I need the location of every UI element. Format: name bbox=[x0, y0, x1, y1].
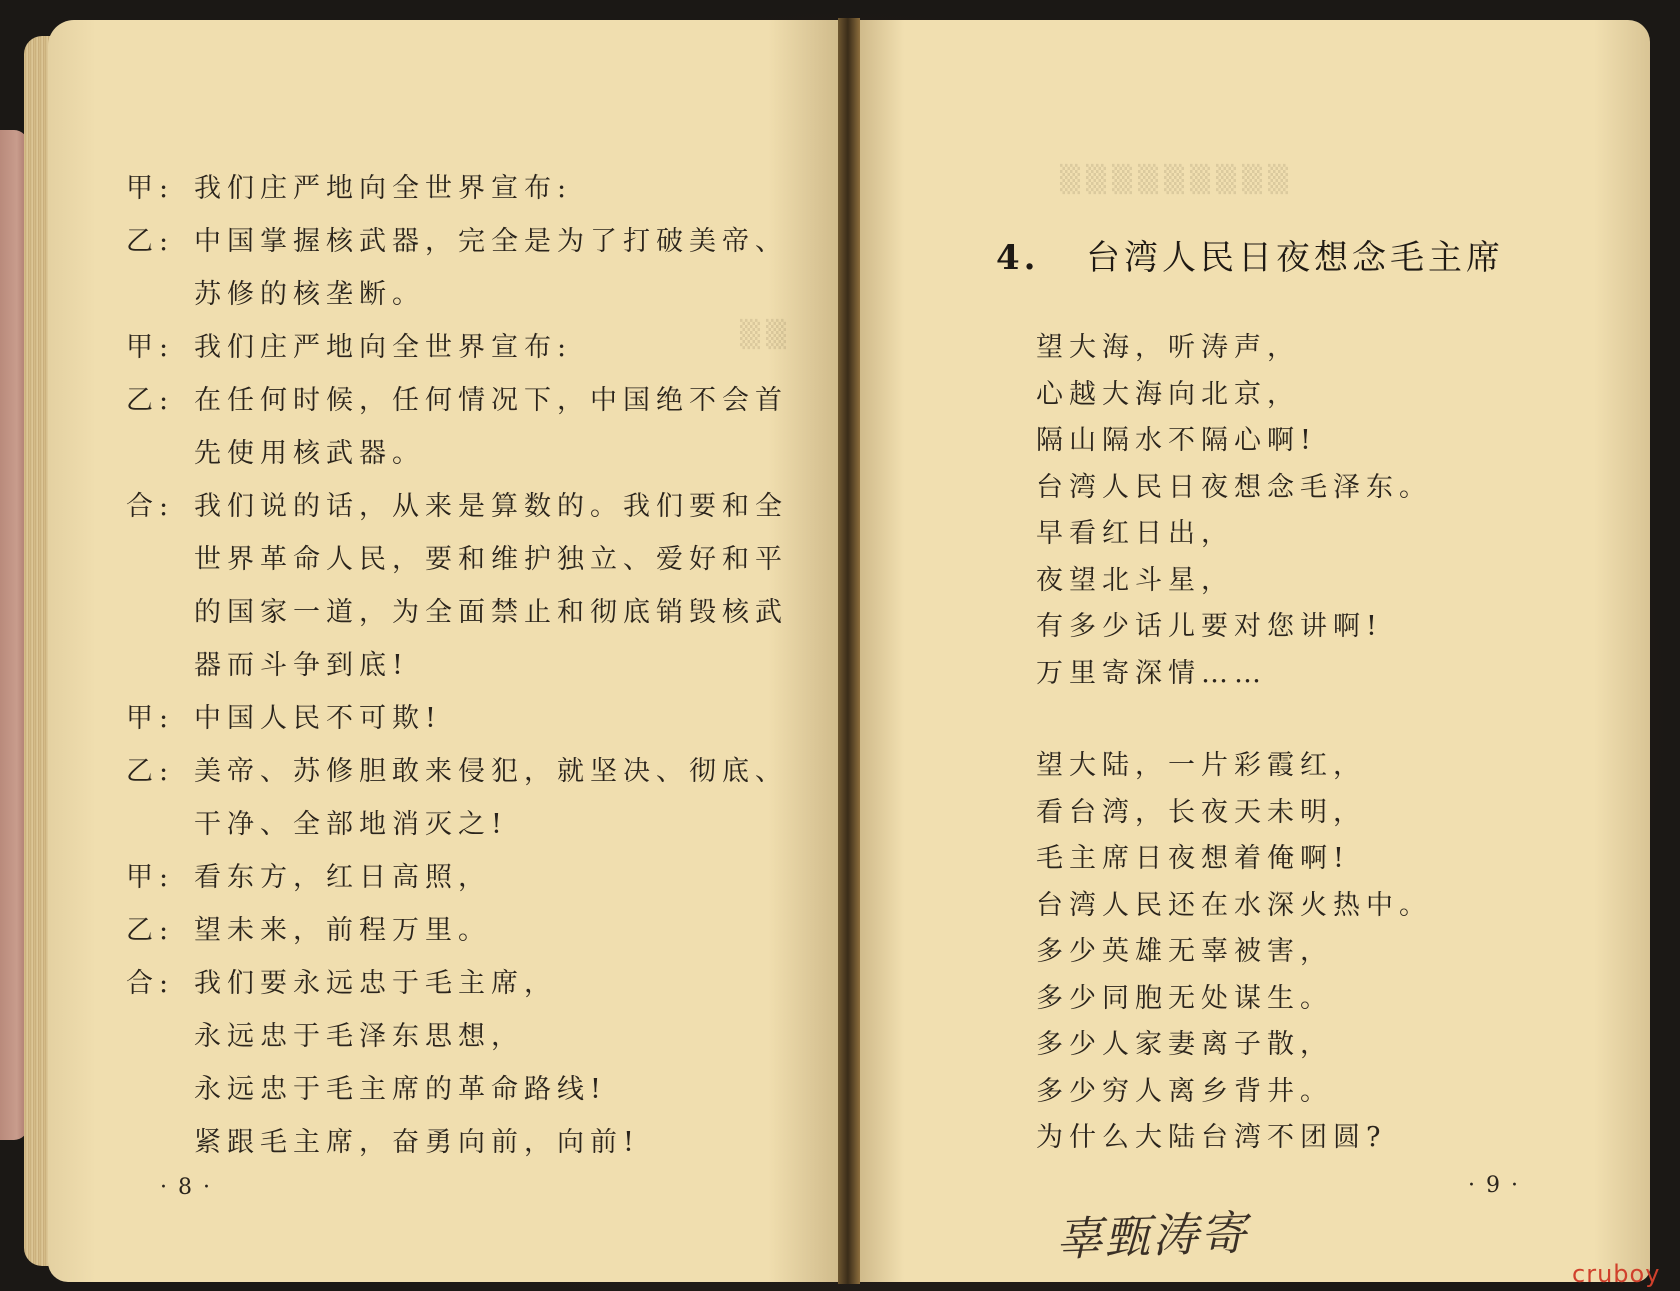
lyric-line: 毛主席日夜想着俺啊! bbox=[1036, 843, 1350, 874]
speaker-label: 合: bbox=[126, 968, 175, 999]
dialogue-text: 看东方，红日高照， bbox=[194, 862, 491, 893]
dialogue-line bbox=[126, 321, 806, 374]
lyric-line: 有多少话儿要对您讲啊! bbox=[1036, 611, 1383, 642]
speaker-label: 乙: bbox=[126, 226, 175, 257]
dialogue-text: 先使用核武器。 bbox=[194, 438, 425, 469]
song-number: 4. bbox=[996, 238, 1040, 278]
dialogue-line bbox=[126, 480, 806, 533]
dialogue-text: 在任何时候，任何情况下，中国绝不会首 bbox=[194, 385, 788, 416]
speaker-label: 甲: bbox=[126, 703, 175, 734]
lyric-line: 望大海，听涛声， bbox=[1036, 332, 1300, 363]
lyric-line: 多少穷人离乡背井。 bbox=[1036, 1075, 1333, 1107]
speaker-label: 乙: bbox=[126, 385, 175, 416]
speaker-label: 乙: bbox=[126, 756, 175, 787]
speaker-label: 甲: bbox=[126, 173, 175, 204]
dialogue-line bbox=[126, 374, 806, 427]
dialogue-line bbox=[126, 1063, 806, 1116]
song-title: 台湾人民日夜想念毛主席 bbox=[1086, 238, 1504, 278]
speaker-label: 合: bbox=[126, 491, 175, 522]
dialogue-text: 我们庄严地向全世界宣布: bbox=[194, 173, 573, 204]
lyric-line: 早看红日出， bbox=[1036, 518, 1234, 549]
show-through-bleed: ▒▒▒▒▒▒▒▒▒ bbox=[1060, 165, 1294, 195]
dialogue-line bbox=[126, 1010, 806, 1063]
lyric-line: 多少英雄无辜被害， bbox=[1036, 936, 1333, 967]
book-gutter bbox=[838, 18, 860, 1284]
dialogue-line bbox=[126, 586, 806, 639]
speaker-label: 乙: bbox=[126, 915, 175, 946]
dialogue-line bbox=[126, 904, 806, 957]
song-lyrics bbox=[1036, 325, 1432, 1162]
dialogue-text: 永远忠于毛主席的革命路线! bbox=[194, 1074, 607, 1105]
dialogue-text: 永远忠于毛泽东思想， bbox=[194, 1021, 524, 1052]
verse-spacer bbox=[1036, 697, 1432, 743]
lyric-line: 万里寄深情…… bbox=[1036, 657, 1267, 689]
lyric-line: 台湾人民还在水深火热中。 bbox=[1036, 889, 1432, 921]
show-through-bleed: ▒▒ bbox=[740, 320, 792, 350]
dialogue-line bbox=[126, 639, 806, 692]
lyric-line: 看台湾，长夜天未明， bbox=[1036, 796, 1366, 828]
dialogue-text: 紧跟毛主席，奋勇向前，向前! bbox=[194, 1127, 640, 1158]
song-heading bbox=[996, 230, 1504, 279]
dialogue-text: 我们说的话，从来是算数的。我们要和全 bbox=[194, 491, 788, 522]
lyric-line: 台湾人民日夜想念毛泽东。 bbox=[1036, 471, 1432, 503]
dialogue-line bbox=[126, 427, 806, 480]
dialogue-text: 美帝、苏修胆敢来侵犯，就坚决、彻底、 bbox=[194, 756, 788, 787]
dialogue-text: 干净、全部地消灭之! bbox=[194, 809, 508, 840]
dialogue-line bbox=[126, 798, 806, 851]
verse-1 bbox=[1036, 325, 1432, 697]
dialogue-line bbox=[126, 957, 806, 1010]
dialogue-line bbox=[126, 533, 806, 586]
speaker-label: 甲: bbox=[126, 332, 175, 363]
lyric-line: 多少人家妻离子散， bbox=[1036, 1029, 1333, 1060]
dialogue-line bbox=[126, 692, 806, 745]
dialogue-text: 器而斗争到底! bbox=[194, 650, 409, 681]
dialogue-text: 中国掌握核武器，完全是为了打破美帝、 bbox=[194, 226, 788, 257]
lyric-line: 望大陆，一片彩霞红， bbox=[1036, 750, 1366, 781]
dialogue-text: 的国家一道，为全面禁止和彻底销毁核武 bbox=[194, 597, 788, 628]
lyric-line: 隔山隔水不隔心啊! bbox=[1036, 425, 1317, 456]
dialogue-text: 我们庄严地向全世界宣布: bbox=[194, 332, 573, 363]
dialogue-text: 世界革命人民，要和维护独立、爱好和平 bbox=[194, 544, 788, 575]
dialogue-line bbox=[126, 745, 806, 798]
dialogue-text: 望未来，前程万里。 bbox=[194, 915, 491, 946]
dialogue-line bbox=[126, 162, 806, 215]
page-number-right: · 9 · bbox=[1468, 1173, 1520, 1198]
dialogue-line bbox=[126, 1116, 806, 1169]
dialogue-block bbox=[126, 162, 806, 1169]
dialogue-text: 我们要永远忠于毛主席， bbox=[194, 968, 557, 999]
dialogue-line bbox=[126, 215, 806, 268]
page-number-left: · 8 · bbox=[160, 1175, 212, 1200]
lyric-line: 多少同胞无处谋生。 bbox=[1036, 982, 1333, 1014]
lyric-line: 夜望北斗星， bbox=[1036, 564, 1234, 596]
dialogue-line bbox=[126, 851, 806, 904]
watermark: cruboy bbox=[1572, 1260, 1661, 1288]
speaker-label: 甲: bbox=[126, 862, 175, 893]
dialogue-text: 中国人民不可欺! bbox=[194, 703, 442, 734]
handwritten-signature: 辜甄涛寄 bbox=[1055, 1205, 1249, 1267]
lyric-line: 心越大海向北京， bbox=[1036, 378, 1300, 410]
lyric-line: 为什么大陆台湾不团圆? bbox=[1036, 1122, 1387, 1153]
verse-2 bbox=[1036, 743, 1432, 1162]
dialogue-text: 苏修的核垄断。 bbox=[194, 279, 425, 310]
dialogue-line bbox=[126, 268, 806, 321]
